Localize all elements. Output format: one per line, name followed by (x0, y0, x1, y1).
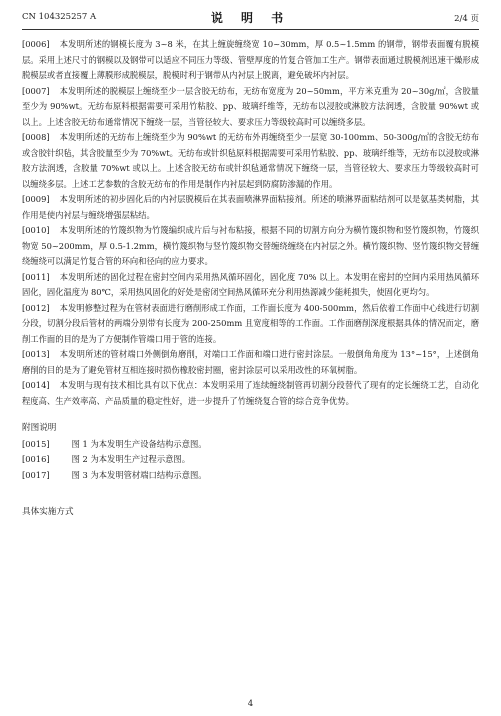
paragraph-number: [0015] (22, 438, 50, 449)
paragraph-text: 本发明所述的管材端口外侧倒角磨削，对端口工作面和端口进行密封涂层。一般倒角角度为 13°~15°，上述倒角磨削的目的是为了避免管材互相连接时损伤橡胶密封圈，密封涂层可以采用改性的环氧树脂。 (22, 349, 479, 375)
document-title: 说 明 书 (210, 11, 291, 25)
paragraph-number: [0006] (22, 39, 50, 49)
paragraph-number: [0013] (22, 349, 50, 359)
figure-entry-0016 (22, 452, 479, 468)
paragraph-0008 (22, 130, 479, 192)
figure-caption: 图 3 为本发明管材端口结构示意图。 (71, 469, 207, 480)
paragraph-number: [0016] (22, 454, 50, 464)
paragraph-number: [0009] (22, 194, 50, 204)
paragraph-0012 (22, 301, 479, 348)
paragraph-0010 (22, 223, 479, 270)
paragraph-text: 本发明所述的竹篾织物为竹篾编织成片后与衬布粘接，根据不同的切割方向分为横竹篾织物和竖竹篾织物，竹篾织物宽 50~200mm，厚 0.5-1.2mm，横竹篾织物与竖竹篾织物交替缠绕缠绕在内衬层之外。横竹篾织物、竖竹篾织物交替缠绕缠绕可以满足竹复合管的环向和径向的应力要求。 (22, 225, 479, 266)
paragraph-text: 本发明所述的初步固化后的内衬层脱模后在其表面喷淋界面粘接剂。所述的喷淋界面粘结剂可以是氨基类树脂，其作用是使内衬层与缠绕增强层粘结。 (22, 194, 479, 220)
page-indicator: 2/4 页 (454, 14, 479, 24)
page-number: 4 (247, 699, 254, 709)
paragraph-number: [0012] (22, 302, 50, 313)
paragraph-text: 本发明与现有技术相比具有以下优点：本发明采用了连续缠绕制管再切割分段替代了现有的定长缠绕工艺，自动化程度高、生产效率高、产品质量的稳定性好，进一步提升了竹缠绕复合管的综合竞争优势。 (22, 380, 479, 406)
paragraph-number: [0010] (22, 225, 50, 235)
paragraph-number: [0007] (22, 85, 50, 96)
paragraph-0013 (22, 347, 479, 378)
paragraph-text: 本发明所述的无纺布上缠绕至少为 90%wt 的无纺布外再缠绕至少一层宽 30-100mm、50-300g/㎡的含胶无纺布或含胶针织毡，其含胶量至少为 70%wt。无纺布或针织毡原料根据需要可采用竹粘胶、pp、玻璃纤维等，无纺布以浸胶或淋胶方法润透，含胶量 70%wt 或以上。上述含胶无纺布或针织毡通常情况下缠绕一层，当管径较大、要求压力等级较高时可以缠绕多层。上述工艺参数的含胶无纺布的作用是制作内衬层起到防腐防渗漏的作用。 (22, 132, 479, 189)
page-header (22, 9, 479, 27)
figure-caption: 图 1 为本发明生产设备结构示意图。 (71, 438, 207, 449)
embodiment-heading: 具体实施方式 (22, 507, 74, 517)
paragraph-text: 本发明所述的脱模层上缠绕至少一层含胶无纺布，无纺布宽度为 20~50mm，平方米克重为 20~30g/㎡，含胶量至少为 90%wt。无纺布原料根据需要可采用竹粘胶、pp、玻璃纤维等，无纺布以浸胶或淋胶方法润透，含胶量 90%wt 或以上。上述含胶无纺布通常情况下缠绕一层，当管径较大、要求压力等级较高时可以缠绕多层。 (22, 85, 479, 127)
paragraph-text: 本发明所述的固化过程在密封空间内采用热风循环固化，固化度 70% 以上。本发明在密封的空间内采用热风循环固化，固化温度为 80℃，采用热风固化的好处是密闭空间热风循环充分利用热源减少能耗损失，使固化更均匀。 (22, 271, 479, 297)
figures-heading: 附图说明 (22, 423, 57, 433)
paragraph-0007 (22, 84, 479, 131)
paragraph-number: [0008] (22, 132, 50, 142)
document-body (22, 37, 479, 521)
paragraph-0011 (22, 270, 479, 301)
paragraph-number: [0017] (22, 469, 50, 480)
figure-entry-0015 (22, 437, 479, 453)
paragraph-number: [0014] (22, 380, 50, 390)
paragraph-0006 (22, 37, 479, 84)
patent-number: CN 104325257 A (22, 12, 97, 22)
paragraph-0014 (22, 378, 479, 409)
paragraph-text: 本发明所述的钢模长度为 3~8 米，在其上缠旋缠绕宽 10~30mm，厚 0.5~1.5mm 的钢带，钢带表面覆有脱模层。采用上述尺寸的钢模以及钢带可以适应不同压力等级、管壁厚度的竹复合管加工生产。钢带表面通过脱模剂迅速干燥形成脱模层或者直接覆上薄膜形成脱模层，脱模时利于钢带从内衬层上脱离，避免破坏内衬层。 (22, 39, 479, 80)
paragraph-0009 (22, 192, 479, 223)
paragraph-text: 本发明修整过程为在管材表面进行磨削形成工作面，工作面长度为 400-500mm，然后依着工作面中心线进行切割分段，切割分段后管材的两端分别带有长度为 200-250mm 且宽度相等的工作面。工作面磨削深度根据具体的情况而定，磨削工作面的目的是为了方便制作管端口用于管的连接。 (22, 302, 479, 344)
figure-entry-0017 (22, 468, 479, 484)
figure-caption: 图 2 为本发明生产过程示意图。 (71, 454, 191, 464)
header-rule (22, 29, 479, 30)
paragraph-number: [0011] (22, 271, 50, 282)
